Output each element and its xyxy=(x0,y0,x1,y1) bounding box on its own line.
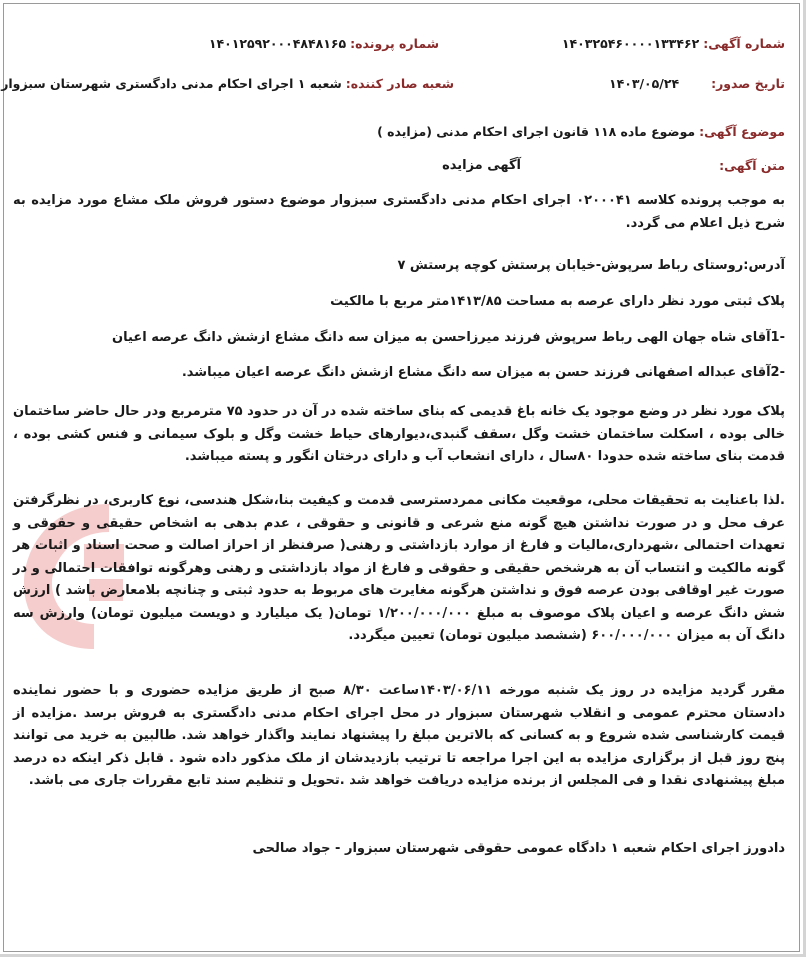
case-number-row xyxy=(209,36,439,51)
auction-paragraph: مقرر گردید مزایده در روز یک شنبه مورخه ۱۴۰۳/۰۶/۱۱ساعت ۸/۳۰ صبح از طریق مزایده حضوری و با حضور نماینده دادستان محترم عمومی و انقلاب شهرستان سبزوار در محل اجرای احکام مدنی دادگستری به فروش برسد .مزایده از قیمت کارشناسی شده شروع و به کسانی که بالاترین مبلغ را پیشنهاد نمایند واگذار خواهد شد. طالبین به خرید می توانند پنج روز قبل از برگزاری مزایده به این اجرا مراجعه تا ترتیب بازدیدشان از ملک مذکور داده شود . قابل ذکر اینکه ده درصد مبلغ پیشنهادی نقدا و فی المجلس از برنده مزایده دریافت خواهد شد .تحویل و تنظیم سند تابع مقررات جاری می باشد. xyxy=(13,683,785,788)
issue-date-label: تاریخ صدور: xyxy=(711,76,785,91)
description-paragraph: پلاک مورد نظر در وضع موجود یک خانه باغ قدیمی که بنای ساخته شده در آن در حدود ۷۵ مترمربع ودر حال حاضر ساختمان خالی بوده ، اسکلت ساختمان خشت وگل ،سقف گنبدی،دیوارهای حیاط خشت وگل و بلوک سیمانی و فنس کشی بوده ، قدمت بنای ساخته شده حدودا ۸۰سال ، دارای انشعاب آب و دارای درختان انگور و پسته میباشد. xyxy=(13,404,785,464)
issue-date: ۱۴۰۳/۰۵/۲۴ xyxy=(608,76,680,91)
issuer-row xyxy=(1,76,454,91)
issuer: شعبه ۱ اجرای احکام مدنی دادگستری شهرستان سبزوار xyxy=(1,76,342,91)
subject: موضوع ماده ۱۱۸ قانون اجرای احکام مدنی (مزایده ) xyxy=(377,124,696,139)
subject-label: موضوع آگهی: xyxy=(699,124,785,139)
plate-line: پلاک ثبتی مورد نظر دارای عرصه به مساحت ۱۴۱۳/۸۵متر مربع با مالکیت xyxy=(330,294,785,309)
issuer-label: شعبه صادر کننده: xyxy=(345,76,454,91)
case-number: ۱۴۰۱۲۵۹۲۰۰۰۴۸۴۸۱۶۵ xyxy=(208,36,347,51)
owner-2-line: -2آقای عبداله اصفهانی فرزند حسن به میزان سه دانگ مشاع ازشش دانگ عرصه اعیان میباشد. xyxy=(181,365,785,380)
issue-date-row xyxy=(609,76,785,91)
notice-number: ۱۴۰۳۲۵۴۶۰۰۰۰۱۳۳۴۶۲ xyxy=(561,36,700,51)
text-label-row xyxy=(719,158,785,173)
subject-row xyxy=(377,124,785,139)
signature-line: دادورز اجرای احکام شعبه ۱ دادگاه عمومی حقوقی شهرستان سبزوار - جواد صالحی xyxy=(252,841,785,856)
notice-frame xyxy=(3,3,800,952)
case-number-label: شماره پرونده: xyxy=(350,36,439,51)
notice-title: آگهی مزایده xyxy=(442,158,521,173)
owner-1-line: -1آقای شاه جهان الهی رباط سرپوش فرزند میرزاحسن به میزان سه دانگ مشاع ازشش دانگ عرصه اعیان xyxy=(112,330,785,345)
valuation-paragraph: .لذا باعنایت به تحقیقات محلی، موقعیت مکانی ممردسترسی قدمت و کیفیت بنا،شکل هندسی، نوع کاربری، در نظرگرفتن عرف محل و در صورت نداشتن هیچ گونه منع شرعی و قانونی و حقوقی ، عدم بدهی به اشخاص حقیقی و حقوقی و تعهدات احتمالی ،شهرداری،مالیات و فارغ از موارد بازداشتی و رهنی( صرفنظر از احراز اصالت و صحت اسناد و اثبات هر گونه مالکیت و انتساب آن به هرشخص حقیقی و حقوقی و فارغ از مواد بازداشتی و رهنی وهرگونه توافقات احتمالی و در صورت غیر اوقافی بودن عرصه فوق و نداشتن هرگونه مغایرت های مربوط به حدود ثبتی و چنانچه بلامعارض باشد ) ارزش شش دانگ عرصه و اعیان پلاک موصوف به مبلغ ۱/۲۰۰/۰۰۰/۰۰۰ تومان( یک میلیارد و دویست میلیون تومان) وارزش سه دانگ آن به میزان ۶۰۰/۰۰۰/۰۰۰ (ششصد میلیون تومان) تعیین میگردد. xyxy=(13,493,785,643)
intro-paragraph: به موجب پرونده کلاسه ۰۲۰۰۰۴۱ اجرای احکام مدنی دادگستری سبزوار موضوع دستور فروش ملک مشاع مورد مزایده به شرح ذیل اعلام می گردد. xyxy=(13,193,785,231)
notice-number-label: شماره آگهی: xyxy=(703,36,785,51)
text-label: متن آگهی: xyxy=(719,158,785,173)
address-line: آدرس:روستای رباط سرپوش-خیابان پرستش کوچه پرستش ۷ xyxy=(397,258,785,273)
notice-number-row xyxy=(562,36,785,51)
